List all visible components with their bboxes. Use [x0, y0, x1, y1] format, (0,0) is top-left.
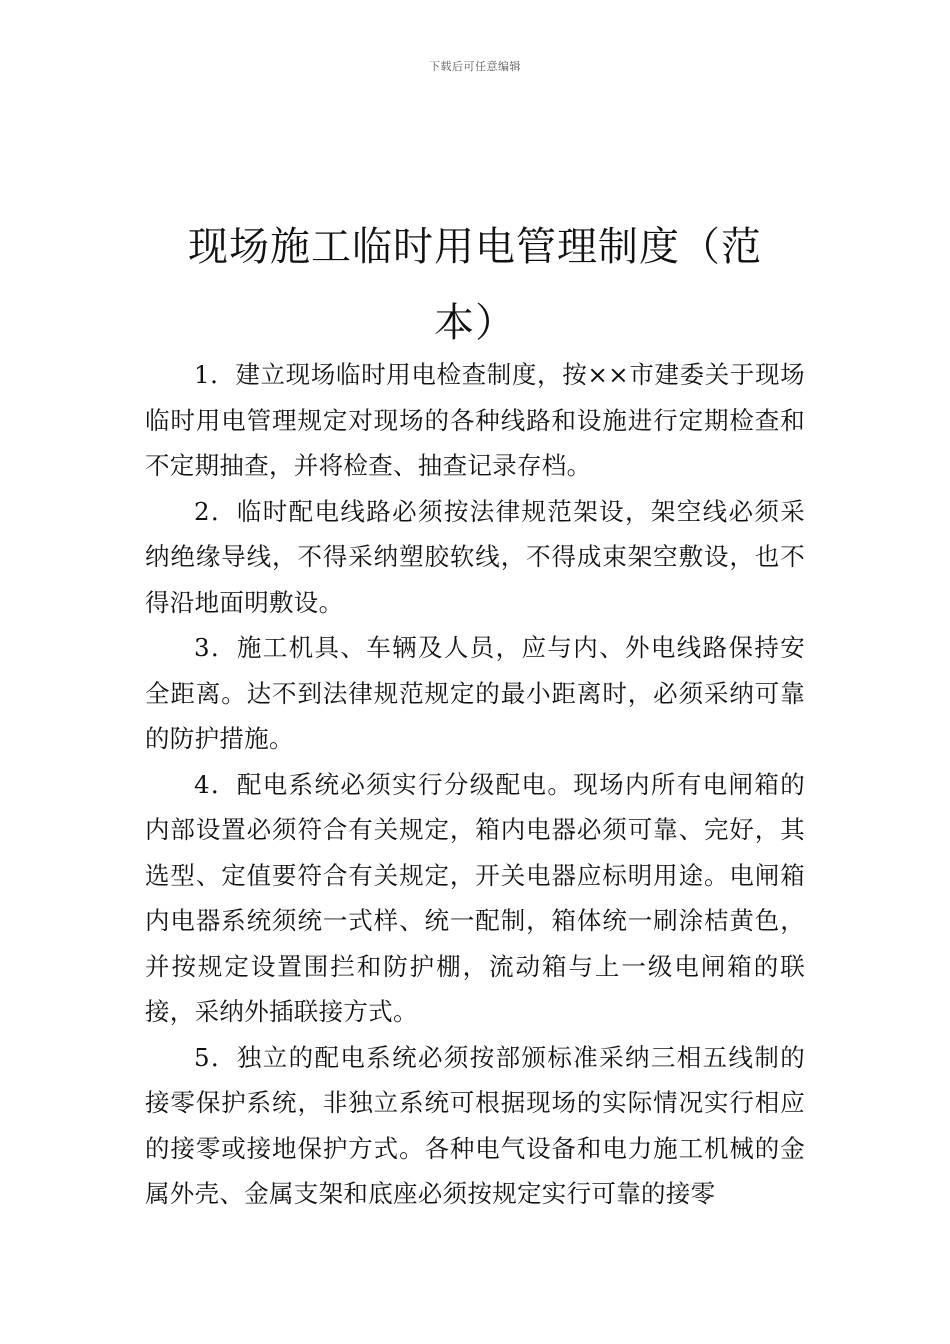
paragraph-3: 3．施工机具、车辆及人员，应与内、外电线路保持安全距离。达不到法律规范规定的最小距离时，必须采纳可靠的防护措施。	[145, 633, 805, 753]
paragraph-4: 4．配电系统必须实行分级配电。现场内所有电闸箱的内部设置必须符合有关规定，箱内电器必须可靠、完好，其选型、定值要符合有关规定，开关电器应标明用途。电闸箱内电器系统须统一式样、统一配制，箱体统一刷涂桔黄色，并按规定设置围拦和防护棚，流动箱与上一级电闸箱的联接，采纳外插联接方式。	[145, 769, 805, 1026]
title-line-1: 现场施工临时用电管理制度（范	[188, 223, 762, 270]
paragraph-2: 2．临时配电线路必须按法律规范架设，架空线必须采纳绝缘导线，不得采纳塑胶软线，不得成束架空敷设，也不得沿地面明敷设。	[145, 496, 805, 617]
document-body	[145, 352, 805, 1217]
paragraph-1: 1．建立现场临时用电检查制度，按××市建委关于现场临时用电管理规定对现场的各种线路和设施进行定期检查和不定期抽查，并将检查、抽查记录存档。	[145, 360, 805, 480]
document-title	[145, 209, 805, 361]
header-note: 下载后可任意编辑	[429, 60, 521, 73]
paragraph-5: 5．独立的配电系统必须按部颁标准采纳三相五线制的接零保护系统，非独立系统可根据现场的实际情况实行相应的接零或接地保护方式。各种电气设备和电力施工机械的金属外壳、金属支架和底座必须按规定实行可靠的接零	[145, 1042, 805, 1208]
title-line-2: 本）	[434, 299, 516, 346]
